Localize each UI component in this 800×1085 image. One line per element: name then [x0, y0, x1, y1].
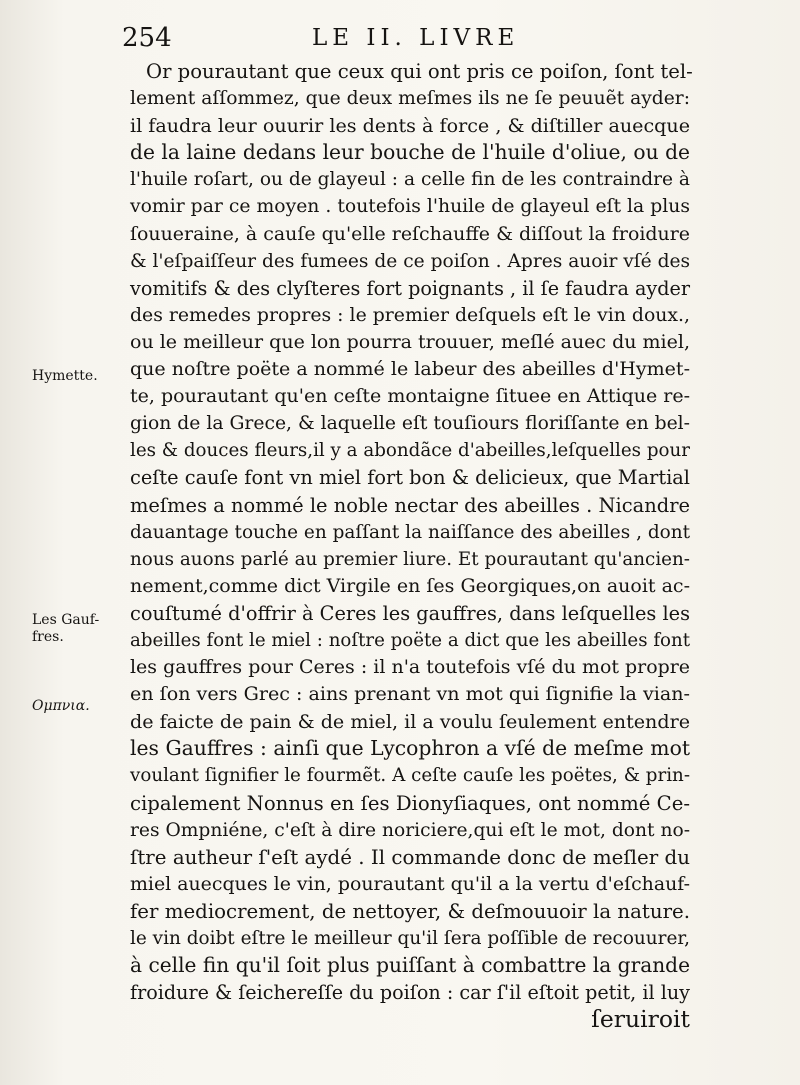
text-line: res Ompniéne, c'eſt à dire noriciere,qui eſt le mot, dont no-	[130, 819, 690, 841]
page-number: 254	[122, 23, 172, 53]
marginal-note-greek: Ομπνια.	[32, 698, 90, 714]
text-line: les Gauffres : ainſi que Lycophron a vſé de meſme mot	[130, 736, 690, 761]
catchword: ſeruiroit	[591, 1005, 690, 1034]
text-line: froidure & ſeichereſſe du poiſon : car ſ'il eſtoit petit, il luy	[130, 981, 690, 1005]
text-line: le vin doibt eſtre le meilleur qu'il ſera poſſible de recouurer,	[130, 928, 690, 949]
body-text	[130, 58, 693, 1034]
text-line: nement,comme dict Virgile en ſes Georgiques,on auoit ac-	[130, 574, 690, 597]
text-line: les gauffres pour Ceres : il n'a toutefois vſé du mot propre	[130, 656, 690, 679]
text-line: nous auons parlé au premier liure. Et pourautant qu'ancien-	[130, 548, 690, 570]
text-line: fer mediocrement, de nettoyer, & deſmouuoir la nature.	[130, 899, 690, 923]
text-line: en ſon vers Grec : ains prenant vn mot qui ſignifie la vian-	[130, 683, 690, 706]
text-line: lement aſſommez, que deux meſmes ils ne ſe peuuẽt ayder:	[130, 88, 690, 110]
text-line: de la laine dedans leur bouche de l'huile d'oliue, ou de	[130, 140, 690, 165]
text-line: que noſtre poëte a nommé le labeur des abeilles d'Hymet-	[130, 358, 690, 381]
text-line: miel auecques le vin, pourautant qu'il a la vertu d'eſchauf-	[130, 872, 690, 895]
text-line: vomitifs & des clyſteres fort poignants , il ſe faudra ayder	[130, 276, 690, 300]
text-line: vomir par ce moyen . toutefois l'huile de glayeul eſt la plus	[130, 196, 690, 218]
text-line: & l'eſpaiſſeur des fumees de ce poiſon . Apres auoir vſé des	[130, 250, 691, 272]
text-line: ceſte cauſe font vn miel fort bon & delicieux, que Martial	[130, 466, 690, 490]
text-line: dauantage touche en paſſant la naiſſance des abeilles , dont	[130, 521, 690, 543]
marginal-note-hymette: Hymette.	[32, 368, 98, 384]
text-line: à celle fin qu'il ſoit plus puiſſant à combattre la grande	[130, 953, 690, 978]
text-line: de faicte de pain & de miel, il a voulu ſeulement entendre	[130, 710, 690, 734]
text-line: il faudra leur ouurir les dents à force , & diſtiller auecque	[130, 114, 690, 138]
running-head: LE II. LIVRE	[312, 25, 520, 51]
text-line: les & douces fleurs,il y a abondãce d'abeilles,leſquelles pour	[130, 440, 690, 462]
text-line: ſtre autheur ſ'eſt aydé . Il commande donc de meſler du	[130, 845, 690, 869]
text-line: Or pourautant que ceux qui ont pris ce poiſon, ſont tel-	[146, 60, 693, 83]
text-line: gion de la Grece, & laquelle eſt touſiours floriſſante en bel-	[130, 413, 690, 435]
page-header	[122, 18, 682, 58]
text-line: voulant ſignifier le fourmẽt. A ceſte cauſe les poëtes, & prin-	[130, 765, 690, 787]
marginal-note-gauffres: Les Gauf- fres.	[32, 612, 100, 645]
text-line: cipalement Nonnus en ſes Dionyſiaques, ont nommé Ce-	[130, 791, 690, 815]
text-line: ou le meilleur que lon pourra trouuer, meſlé auec du miel,	[130, 330, 690, 353]
text-line: l'huile roſart, ou de glayeul : a celle fin de les contraindre à	[130, 169, 690, 191]
text-line: abeilles font le miel : noſtre poëte a dict que les abeilles font	[130, 629, 690, 651]
text-line: meſmes a nommé le noble nectar des abeilles . Nicandre	[130, 493, 690, 517]
text-line: couſtumé d'offrir à Ceres les gauffres, dans leſquelles les	[130, 601, 690, 625]
text-line: des remedes propres : le premier deſquels eſt le vin doux.,	[130, 304, 690, 326]
text-line: te, pourautant qu'en ceſte montaigne ſituee en Attique re-	[130, 385, 690, 408]
text-line: ſouueraine, à cauſe qu'elle reſchauffe & diſſout la froidure	[130, 222, 690, 245]
